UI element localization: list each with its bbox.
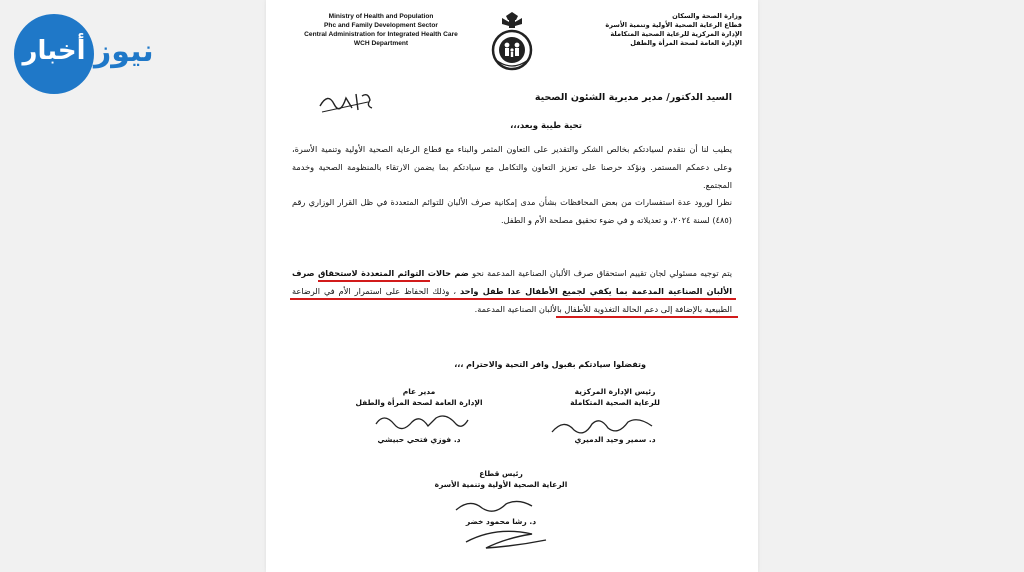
header-en-line: WCH Department xyxy=(353,40,409,47)
red-underline xyxy=(556,316,738,318)
paragraph-1: يطيب لنا أن نتقدم لسيادتكم بخالص الشكر والتقدير على التعاون المثمر والبناء مع قطاع الرعاية الصحية الأولية وتنمية الأسرة، وعلى دعمكم المستمر. ونؤكد حرصنا على تعزيز التعاون والتكامل مع سيادتكم بما يضمن الارتقاء بالمنظومة الصحية وخدمة المجتمع. xyxy=(292,144,732,190)
paragraph-2: نظرا لورود عدة استفسارات من بعض المحافظات بشأن مدى إمكانية صرف الألبان للتوائم المتعددة في ظل القرار الوزاري رقم (٤٨٥) لسنة ٢٠٢٤، و تعديلاته و في ضوء تحقيق مصلحة الأم و الطفل. xyxy=(292,197,732,225)
signature-scribble-right xyxy=(548,414,658,440)
logo-side-text: نيوز xyxy=(94,34,154,69)
greeting: تحية طيبة وبعد،،، xyxy=(510,121,582,131)
signature-title: الرعاية الصحية الأولية وتنمية الأسرة xyxy=(434,480,568,489)
header-ar-line: وزارة الصحة والسكان xyxy=(672,12,742,20)
paragraph-3-highlight: ضم حالات التوائم المتعددة لاستحقاق صرف الألبان الصناعية المدعمة بما يكفي لجميع الأطفال عدا طفل واحد xyxy=(292,268,733,296)
header-ar-line: قطاع الرعاية الصحية الأولية وتنمية الأسرة xyxy=(605,21,742,29)
red-underline xyxy=(290,298,736,300)
signature-scribble-center xyxy=(436,496,556,556)
signature-name: د. سمير وحيد الدميري xyxy=(574,435,656,444)
ministry-emblem-icon xyxy=(480,10,544,74)
site-logo[interactable] xyxy=(12,14,162,86)
signature-title: رئيس قطاع xyxy=(479,469,523,478)
signature-name: د. رشا محمود خضر xyxy=(465,517,537,526)
header-arabic xyxy=(572,12,742,48)
signature-title: رئيس الإدارة المركزية xyxy=(574,387,656,396)
closing-line: وتفضلوا سيادتكم بقبول وافر التحية والاحترام ،،، xyxy=(454,360,646,369)
signature-scribble-left xyxy=(372,410,472,436)
logo-circle-text: أخبار xyxy=(22,36,86,66)
logo-circle xyxy=(14,14,94,94)
paragraph-3-end: ، وذلك الحفاظ على استمرار الأم في الرضاعة الطبيعية بالإضافة إلى دعم الحالة التغذوية للأطفال بالألبان الصناعية المدعمة. xyxy=(292,286,732,314)
signature-title: للرعاية الصحية المتكاملة xyxy=(570,398,660,407)
header-ar-line: الإدارة المركزية للرعاية الصحية المتكاملة xyxy=(610,30,742,38)
red-underline xyxy=(318,280,430,282)
header-en-line: Ministry of Health and Population xyxy=(328,13,434,20)
header-en-line: Phc and Family Development Sector xyxy=(324,22,438,29)
handwritten-date-scribble xyxy=(316,88,376,116)
signature-title: الإدارة العامة لصحة المرأة والطفل xyxy=(355,398,483,407)
addressee: السيد الدكتور/ مدير مديرية الشئون الصحية xyxy=(534,92,732,103)
letter-page xyxy=(266,0,758,572)
signature-name: د. فوزي فتحي حبيشي xyxy=(377,435,461,444)
handwritten-date xyxy=(316,88,376,116)
paragraph-3-start: يتم توجيه مسئولي لجان تقييم استحقاق صرف الألبان الصناعية المدعمة نحو xyxy=(472,268,732,278)
header-ar-line: الإدارة العامة لصحة المرأة والطفل xyxy=(630,39,742,47)
signature-title: مدير عام xyxy=(402,387,436,396)
header-english xyxy=(286,12,476,48)
header-en-line: Central Administration for Integrated Health Care xyxy=(304,31,458,38)
paragraph-3 xyxy=(292,264,732,318)
